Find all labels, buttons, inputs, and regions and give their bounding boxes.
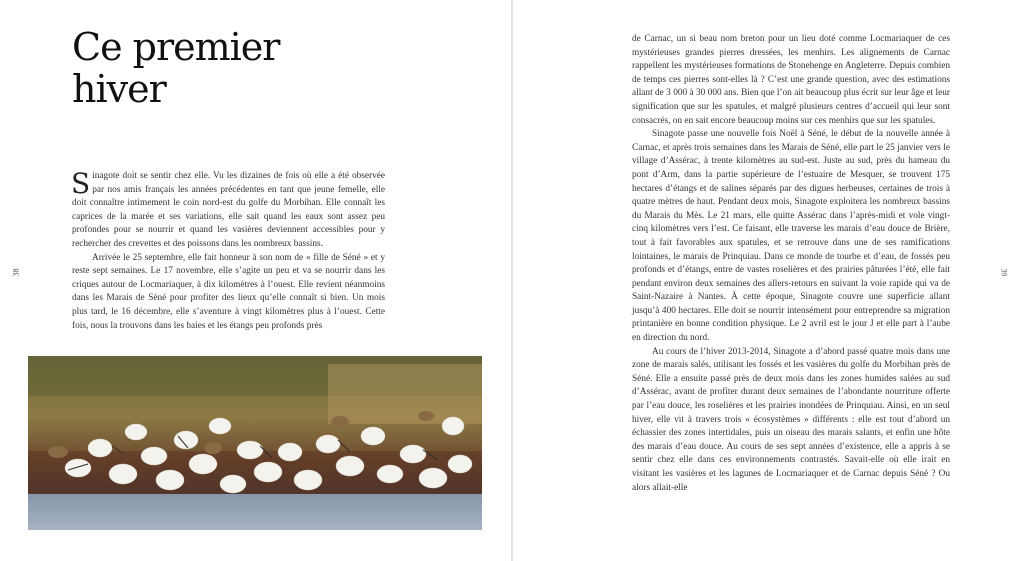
paragraph <box>71 167 385 252</box>
paragraph: Au cours de l’hiver 2013-2014, Sinagote a d’abord passé quatre mois dans une zone de marais salés, utilisant les fossés et les vasières du golfe du Morbihan près de Séné. Elle a ensuite passé près de deux mois dans les zones humides salées au sud d’Assérac, avant de profiter durant deux semaines de l’abondante nourriture offerte par l’eau douce, les roselières et les prairies inondées de Prinquiau. Ainsi, en un seul hiver, elle vit à travers trois « écosystèmes » différents : elle est tout d’abord un échassier des zones intertidales, puis un oiseau des marais salants, et enfin une hôte des marais d’eau douce. Au cours de ses sept années d’existence, elle a appris à se sentir chez elle dans ces environnements contrastés. Savait-elle où elle irait en visitant les vasières et les lagunes de Locmariaquer et de Carnac depuis Séné ? Ou alors allait-elle <box>632 346 950 493</box>
spoonbills-photo <box>28 356 482 530</box>
right-body-text <box>632 33 950 495</box>
left-body-text <box>71 167 385 333</box>
paragraph: Arrivée le 25 septembre, elle fait honneur à son nom de « fille de Séné » et y reste sept semaines. Le 17 novembre, elle s’agite un peu et va se nourrir dans les criques autour de Locmariaquer, à dix kilomètres à l’ouest. Elle revient néanmoins dans les Marais de Séné pour profiter des lieux qu’elle connaît si bien. Un mois plus tard, le 16 décembre, elle s’aventure à vingt kilomètres plus à l’ouest. Cette fois, nous la trouvons dans les baies et les étangs peu profonds près <box>72 252 385 331</box>
paragraph-text: inagote doit se sentir chez elle. Vu les dizaines de fois où elle a été observée par nos amis français les années précédentes en tant que jeune femelle, elle doit connaître intimement le coin nord-est du golfe du Morbihan. Elle connaît les caprices de la marée et ses variations, elle sait quand les eaux sont assez peu profondes pour se nourrir et quand les vasières deviennent accessibles pour y rechercher des crevettes et des poissons dans les nombreux bassins. <box>72 171 385 249</box>
chapter-title <box>72 26 279 110</box>
drop-cap: S <box>71 167 91 200</box>
page-number-left: 38 <box>11 268 21 277</box>
chapter-title-line: hiver <box>72 67 166 111</box>
page-number-right: 39 <box>999 268 1009 277</box>
paragraph: Sinagote passe une nouvelle fois Noël à Séné, le début de la nouvelle année à Carnac, et après trois semaines dans les Marais de Séné, elle part le 25 janvier vers le village d’Assérac, à trente kilomètres au sud-est. Juste au sud, près du hameau du pont d’Arm, dans la partie supérieure de l’estuaire de Mesquer, se trouvent 175 hectares d’étangs et de salines séparés par des digues herbeuses, certaines de trois à quatre mètres de haut. Pendant deux mois, Sinagote exploitera les nombreux bassins du Marais du Mès. Le 21 mars, elle quitte Assérac dans l’après-midi et vole vingt-cinq kilomètres vers l’est. Ce faisant, elle traverse les marais d’eau douce de Brière, tout à fait favorables aux spatules, et se retrouve dans une de ses ramifications lointaines, le marais de Prinquiau. Dans ce monde de tourbe et d’eau, de fossés peu profonds et d’étangs, entre de vastes roselières et des prairies pâturées l’été, elle fait pendant environ deux semaines des allers-retours en suivant la voie rapide qui va de Saint-Nazaire à Nantes. À cette époque, Sinagote couvre une superficie allant jusqu’à 400 hectares. Elle doit se nourrir intensément pour entreprendre sa migration printanière en bonne condition physique. Le 2 avril est le jour J et elle part à l’aube en direction du nord. <box>632 129 950 344</box>
chapter-title-line: Ce premier <box>72 25 280 69</box>
paragraph: de Carnac, un si beau nom breton pour un lieu doté comme Locmariaquer de ces mystérieuses grandes pierres dressées, les menhirs. Les alignements de Carnac rappellent les mystérieuses formations de Stonehenge en Angleterre. Depuis combien de temps ces pierres sont-elles là ? C’est une grande question, avec des estimations allant de 3 000 à 30 000 ans. Bien que l’on ait beaucoup plus écrit sur leur âge et leur signification que sur les spatules, et malgré plusieurs centres d’accueil qui leur sont consacrés, on en sait encore beaucoup moins sur ces menhirs que sur les spatules. <box>632 34 950 126</box>
left-page <box>0 0 511 561</box>
